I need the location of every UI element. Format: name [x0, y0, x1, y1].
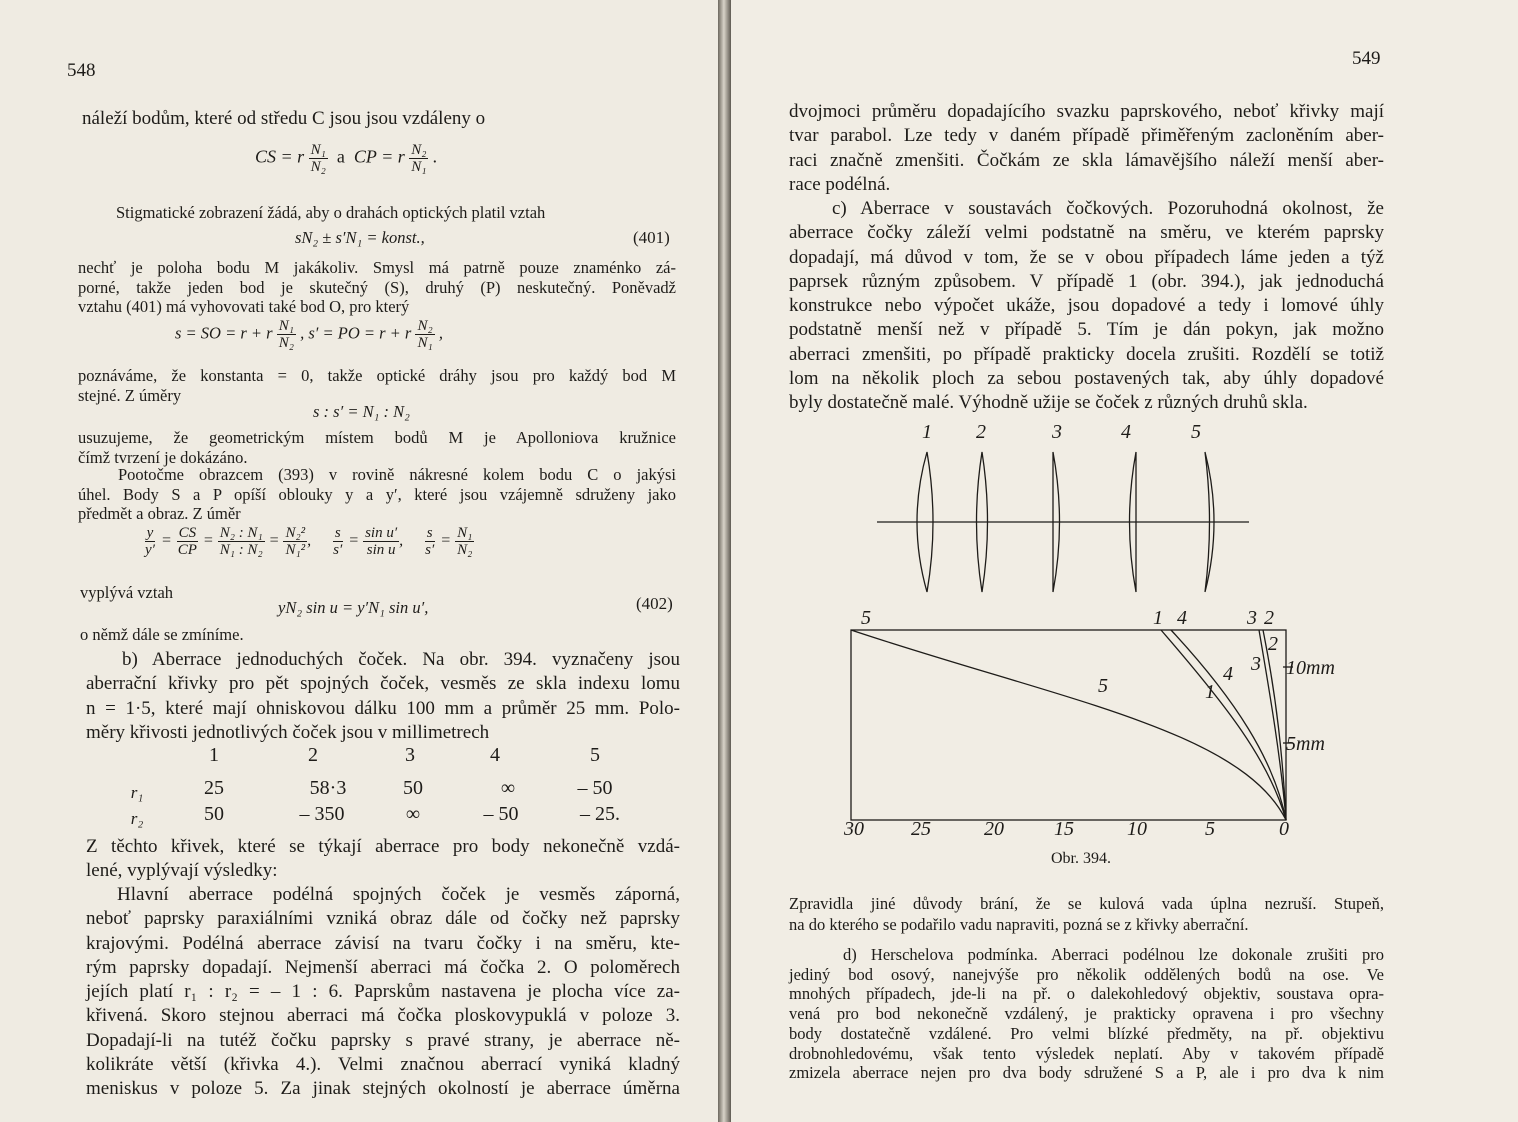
curve-label: 1	[1153, 607, 1163, 629]
x-tick-label: 25	[911, 818, 931, 840]
text-line: lené, vyplývají výsledky:	[86, 860, 278, 882]
table-header: 3	[405, 744, 415, 766]
text-line: aberrační křivky pro pět spojných čoček, vesměs ze skla indexu lomu	[86, 673, 680, 695]
figure-394	[731, 400, 1518, 880]
text-line: jediný bod osový, nanejvýše pro několik oddělených bodů na ose. Ve	[789, 964, 1384, 984]
text-line: porné, takže jeden bod je skutečný (S), druhý (P) neskutečný. Poněvadž	[78, 277, 676, 297]
text-line: dopadají, má důvod v tom, že se v obou případech láme jeden a týž	[789, 246, 1384, 268]
paragraph	[78, 465, 676, 524]
table-cell: – 50	[577, 777, 613, 799]
paragraph	[86, 883, 680, 1102]
paragraph-b	[86, 648, 680, 745]
curve-label: 2	[1264, 607, 1274, 629]
figure-svg	[731, 400, 1518, 880]
table-header: 2	[308, 744, 318, 766]
text-line: drobnohledovému, však tento výsledek neplatí. Aby v takovém případě	[789, 1043, 1384, 1063]
denominator: s′	[425, 542, 435, 558]
text-line: neboť paprsky paraxiálními vzniká obraz dále od čočky než paprsky	[86, 908, 680, 930]
text-line: raci značně zmenšiti. Čočkám ze skla lámavějšího náleží menší aber-	[789, 149, 1384, 171]
table-cell: ∞	[500, 777, 516, 799]
denominator: N₁	[411, 159, 427, 175]
curve-label: 3	[1251, 653, 1261, 675]
table-cell: ∞	[405, 803, 421, 825]
table-cell: – 50	[483, 803, 519, 825]
text-line: tvar parabol. Lze tedy v daném případě přiměřeným zacloněním aber-	[789, 125, 1384, 147]
paragraph-c	[789, 197, 1384, 416]
text-line: křivená. Skoro stejnou aberraci má čočka ploskovypuklá v poloze 3.	[86, 1005, 680, 1027]
text-line: o němž dále se zmíníme.	[80, 625, 244, 644]
denominator: y′	[145, 542, 155, 558]
text-line: byly dostatečně malé. Výhodně užije se čoček z různých druhů skla.	[789, 392, 1308, 414]
x-tick-label: 15	[1054, 818, 1074, 840]
fraction	[309, 142, 328, 175]
text-line: kolikráte větší (křivka 4.). Velmi značnou aberrací vyniká kladný	[86, 1054, 680, 1076]
text-line: n = 1·5, které mají ohniskovou dálku 100 mm a průměr 25 mm. Polo-	[86, 697, 680, 719]
scale-label: 5mm	[1286, 733, 1325, 755]
text-line: Stigmatické zobrazení žádá, aby o drahách optických platil vztah	[116, 203, 546, 222]
text-line: Z těchto křivek, které se týkají aberrace pro body nekonečně vzdá-	[86, 836, 680, 857]
fraction	[455, 525, 474, 558]
text-line: d) Herschelova podmínka. Aberraci podélnou lze dokonale zrušiti pro	[843, 945, 1384, 964]
text-line: Pootočme obrazcem (393) v rovině nákresné kolem bodu C o jakýsi	[118, 465, 676, 484]
text-line: mnohých případech, jde-li na př. o dalekohledový objektiv, soustava opra-	[789, 984, 1384, 1004]
x-tick-label: 30	[844, 818, 864, 840]
figure-caption: Obr. 394.	[1051, 850, 1111, 867]
text-line: vená pro bod nekonečně vzdálený, je prakticky opravena i pro všechny	[789, 1004, 1384, 1024]
equation-number: (401)	[633, 228, 670, 247]
text-line: aberrace čočky záleží velmi podstatně na směru, ve kterém paprsky	[789, 222, 1384, 244]
paragraph	[78, 366, 676, 405]
x-tick-label: 0	[1279, 818, 1289, 840]
x-tick-label: 20	[984, 818, 1004, 840]
denominator: N₁	[417, 335, 433, 351]
table-cell: – 350	[299, 803, 345, 825]
equation	[175, 318, 443, 351]
plot-frame	[851, 630, 1286, 820]
table-cell: 50	[204, 803, 224, 825]
table-header: 5	[590, 744, 600, 766]
numerator: N₂	[417, 318, 433, 334]
denominator: sin u	[366, 542, 396, 558]
denominator: N₁²	[285, 542, 306, 558]
lens-label: 3	[1052, 421, 1062, 443]
table-cell: 25	[204, 777, 224, 799]
x-tick-label: 5	[1205, 818, 1215, 840]
text-line: aberraci zmenšiti, po případě prakticky docela zrušiti. Rozdělí se totiž	[789, 343, 1384, 365]
text-line: náleží bodům, které od středu C jsou jsou vzdáleny o	[82, 108, 486, 129]
fraction	[415, 318, 434, 351]
paragraph	[789, 893, 1384, 935]
text-line: zmizela aberrace nejen pro dva body sdružené S a P, ale i pro dva k nim	[789, 1063, 1384, 1083]
curve-label: 4	[1223, 663, 1233, 685]
numerator: s	[426, 525, 433, 541]
table-cell: 50	[403, 777, 423, 799]
text-line: usuzujeme, že geometrickým místem bodů M je Apolloniova kružnice	[78, 428, 676, 447]
table-cell: – 25.	[580, 803, 620, 825]
text-line: c) Aberrace v soustavách čočkových. Pozoruhodná okolnost, že	[832, 198, 1384, 219]
equation	[255, 142, 437, 175]
lens-label: 1	[922, 421, 932, 443]
table-row-label: r₁	[130, 783, 144, 802]
numerator: N₂ : N₁	[219, 525, 263, 541]
text-line: vztahu (401) má vyhovovati také bod O, pro který	[78, 297, 410, 317]
curve-label: 4	[1177, 607, 1187, 629]
denominator: CP	[177, 542, 197, 558]
x-tick-label: 10	[1127, 818, 1147, 840]
table-header: 1	[209, 744, 219, 766]
table-row-label: r₂	[130, 809, 144, 828]
text-line: poznáváme, že konstanta = 0, takže optické dráhy jsou pro každý bod M	[78, 366, 676, 385]
paragraph	[789, 100, 1384, 197]
left-page	[0, 0, 718, 1122]
text-line: Zpravidla jiné důvody brání, že se kulová vada úplna nezruší. Stupeň,	[789, 894, 1384, 913]
numerator: sin u′	[365, 525, 398, 541]
text-line: body dostatečně vzdálené. Pro velmi blízké předměty, na př. objektivu	[789, 1023, 1384, 1043]
equation-part: s = SO = r + r	[175, 323, 273, 343]
equation: s : s′ = N₁ : N₂	[313, 402, 410, 421]
numerator: N₂	[411, 142, 427, 158]
fraction	[283, 525, 307, 558]
curve-label: 5	[1098, 675, 1108, 697]
lens-label: 5	[1191, 421, 1201, 443]
book-gutter	[718, 0, 731, 1122]
right-page	[731, 0, 1518, 1122]
equation-part: CP = r	[353, 146, 405, 167]
text-line: paprsek různým způsobem. V případě 1 (obr. 394.), jak jednoduchá	[789, 270, 1384, 292]
text-line: vyplývá vztah	[80, 583, 174, 602]
text-line: Hlavní aberrace podélná spojných čoček je vesměs záporná,	[117, 884, 680, 905]
denominator: N₂	[310, 159, 326, 175]
text-line: stejné. Z úměry	[78, 385, 182, 405]
numerator: N₁	[278, 318, 294, 334]
equation-part: .	[432, 146, 438, 167]
numerator: s	[334, 525, 341, 541]
curve-label: 1	[1205, 681, 1215, 703]
paragraph	[78, 428, 676, 467]
page-number: 548	[67, 60, 96, 81]
fraction	[277, 318, 296, 351]
text-line: rým paprsky dopadají. Nejmenší aberraci má čočka 2. O poloměrech	[86, 956, 680, 978]
equation-part: a	[336, 146, 345, 167]
denominator: N₂	[278, 335, 294, 351]
denominator: s′	[333, 542, 343, 558]
text-line: krajovými. Podélná aberrace závisí na tvaru čočky i na směru, kte-	[86, 932, 680, 954]
table-header: 4	[490, 744, 500, 766]
equation-part: , s′ = PO = r + r	[300, 323, 412, 343]
paragraph-d	[789, 945, 1384, 1083]
equation-number: (402)	[636, 594, 673, 613]
curve-label: 3	[1247, 607, 1257, 629]
text-line: Dopadají-li na tutéž čočku paprsky s pravé strany, je aberrace ně-	[86, 1029, 680, 1051]
equation-chain: $\frac{y}{y'}$ = $\frac{CS}{CP}$ = $\frac{\text{N₂ : N₁}}{\text{N₁ : N₂}}$ = $\frac{\text{N₂²}}{\text{N₁²}}$ , $\frac{s}{s'}$ = $\frac{\text{sin u′}}{\text{sin u}}$ , $\frac{s}{s'}$ = $\frac{\text{N₁}}{\text{N₂}}$	[145, 525, 473, 558]
paragraph	[78, 258, 676, 317]
text-line: konstrukce nebo výpočet ukáže, jsou dopadové a tedy i lomové úhly	[789, 295, 1384, 317]
curve-5	[851, 630, 1286, 820]
text-line: čímž tvrzení je dokázáno.	[78, 447, 248, 467]
text-line: dvojmoci průměru dopadajícího svazku paprskového, neboť křivky mají	[789, 101, 1384, 122]
page-number: 549	[1352, 48, 1381, 69]
text-line: nechť je poloha bodu M jakákoliv. Smysl má patrně pouze znaménko zá-	[78, 258, 676, 277]
equation-401: sN₂ ± s′N₁ = konst.,	[295, 228, 425, 247]
curve-label: 2	[1268, 633, 1278, 655]
lens-label: 2	[976, 421, 986, 443]
fraction	[423, 525, 436, 558]
equation-part: CS = r	[255, 146, 305, 167]
text-line: b) Aberrace jednoduchých čoček. Na obr. 394. vyznačeny jsou	[122, 649, 680, 670]
text-line: podstatně menší než v případě 5. Tím je dán pokyn, jak možno	[789, 319, 1384, 341]
text-line: lom na několik ploch za sebou postavených tak, aby úhly dopadové	[789, 368, 1384, 390]
text-line: měry křivosti jednotlivých čoček jsou v millimetrech	[86, 721, 490, 743]
table-cell: 58·3	[309, 777, 347, 799]
text-line: jejích platí r₁ : r₂ = – 1 : 6. Paprskům nastavena je plocha více za-	[86, 981, 680, 1003]
equation-part: ,	[438, 323, 443, 343]
lens-label: 4	[1121, 421, 1131, 443]
paragraph	[86, 835, 680, 884]
equation-402: yN₂ sin u = y′N₁ sin u′,	[278, 598, 429, 617]
fraction	[176, 525, 199, 558]
fraction	[218, 525, 265, 558]
text-line: meniskus v poloze 5. Za jinak stejných okolností je aberrace úměrna	[86, 1078, 680, 1100]
fraction	[363, 525, 399, 558]
numerator: N₁	[310, 142, 326, 158]
numerator: N₁	[457, 525, 473, 541]
curve-3	[1259, 630, 1286, 820]
text-line: na do kterého se podařilo vadu napraviti, pozná se z křivky aberrační.	[789, 915, 1249, 934]
fraction	[331, 525, 344, 558]
text-line: předmět a obraz. Z úměr	[78, 504, 241, 524]
scale-label: 10mm	[1286, 657, 1335, 679]
numerator: N₂²	[285, 525, 306, 541]
denominator: N₁ : N₂	[219, 542, 263, 558]
denominator: N₂	[457, 542, 473, 558]
fraction	[409, 142, 428, 175]
curve-1	[1161, 630, 1286, 820]
numerator: y	[146, 525, 154, 541]
numerator: CS	[178, 525, 197, 541]
text-line: race podélná.	[789, 173, 891, 195]
text-line: úhel. Body S a P opíší oblouky y a y′, které jsou vzájemně sdruženy jako	[78, 484, 676, 504]
curve-label: 5	[861, 607, 871, 629]
fraction	[143, 525, 157, 558]
